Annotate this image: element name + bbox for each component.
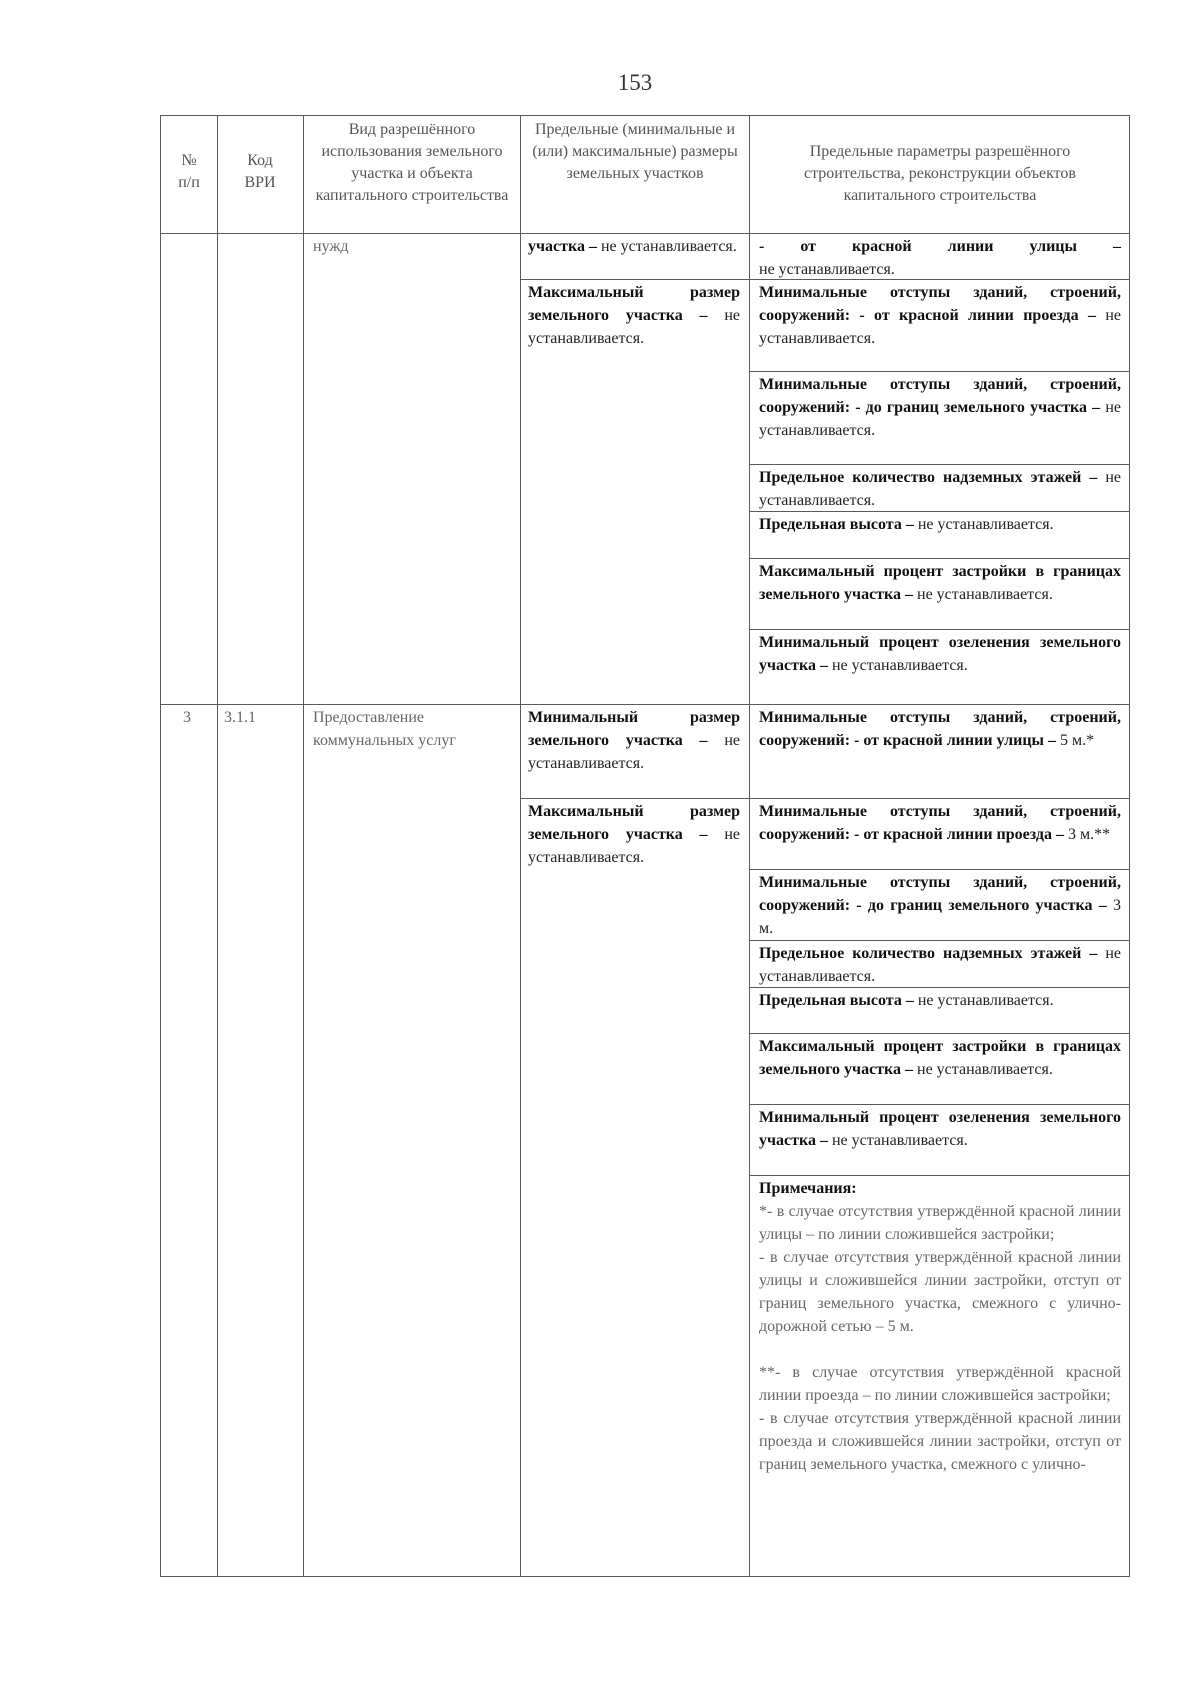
param-cell: Предельное количество надземных этажей – не устанавливается. xyxy=(759,945,1121,985)
size-cell: участка – не устанавливается. xyxy=(528,238,737,255)
table-border xyxy=(749,1033,1130,1034)
param-cell: Минимальные отступы зданий, строений, сооружений: - до границ земельного участка – не устанавливается. xyxy=(759,376,1122,439)
type-cell: нужд xyxy=(313,238,349,255)
param-cell: Предельная высота – не устанавливается. xyxy=(759,516,1054,533)
param-cell: - от красной линии улицы – не устанавливается. xyxy=(759,238,1121,278)
table-border xyxy=(749,629,1130,630)
table-border xyxy=(749,371,1130,372)
table-border xyxy=(1129,115,1130,1577)
page-number: 153 xyxy=(617,70,653,95)
header-size: Предельные (минимальные и (или) максимальные) размеры земельных участков xyxy=(532,121,738,182)
row-code: 3.1.1 xyxy=(224,709,256,726)
header-type: Вид разрешённого использования земельного участка и объекта капитального строительства xyxy=(315,121,509,204)
table-border xyxy=(160,115,161,1577)
notes-title: Примечания: xyxy=(759,1180,857,1197)
header-code: Код ВРИ xyxy=(244,152,276,191)
param-cell: Предельное количество надземных этажей – не устанавливается. xyxy=(759,469,1121,509)
param-cell: Минимальные отступы зданий, строений, сооружений: - от красной линии улицы – 5 м.* xyxy=(759,709,1121,749)
table-border xyxy=(160,115,1130,116)
param-cell: Минимальные отступы зданий, строений, сооружений: - от красной линии проезда – 3 м.** xyxy=(759,803,1121,843)
param-cell: Минимальные отступы зданий, строений, сооружений: - до границ земельного участка – 3 м. xyxy=(759,874,1122,937)
size-cell: Минимальный размер земельного участка – не устанавливается. xyxy=(528,709,741,772)
table-border xyxy=(303,115,304,1577)
row-number: 3 xyxy=(183,709,191,726)
table-border xyxy=(520,798,1130,799)
table-border xyxy=(160,1576,1130,1577)
param-cell: Предельная высота – не устанавливается. xyxy=(759,992,1054,1009)
notes-block xyxy=(759,1177,1121,1476)
type-cell: Предоставление коммунальных услуг xyxy=(313,709,456,749)
table-border xyxy=(520,115,521,1577)
table-border xyxy=(749,1175,1130,1176)
note-paragraph: - в случае отсутствия утверждённой красной линии проезда и сложившейся линии застройки, отступ от границ земельного участка, смежного с улично- xyxy=(759,1410,1121,1473)
table-border xyxy=(217,115,218,1577)
param-cell: Максимальный процент застройки в границах земельного участка – не устанавливается. xyxy=(759,563,1121,603)
size-cell: Максимальный размер земельного участка – не устанавливается. xyxy=(528,284,741,347)
note-paragraph: - в случае отсутствия утверждённой красной линии улицы и сложившейся линии застройки, отступ от границ земельного участка, смежного с улично-дорожной сетью – 5 м. xyxy=(759,1249,1121,1335)
table-border xyxy=(160,233,1130,234)
regulations-table xyxy=(160,115,1130,1577)
note-paragraph: **- в случае отсутствия утверждённой красной линии проезда – по линии сложившейся застройки; xyxy=(759,1364,1121,1404)
note-paragraph: *- в случае отсутствия утверждённой красной линии улицы – по линии сложившейся застройки; xyxy=(759,1203,1121,1243)
header-num: № п/п xyxy=(178,152,200,191)
table-border xyxy=(749,869,1130,870)
param-cell: Максимальный процент застройки в границах земельного участка – не устанавливается. xyxy=(759,1038,1121,1078)
table-border xyxy=(749,1104,1130,1105)
table-border xyxy=(749,558,1130,559)
size-cell: Максимальный размер земельного участка – не устанавливается. xyxy=(528,803,741,866)
table-border xyxy=(749,464,1130,465)
param-cell: Минимальные отступы зданий, строений, сооружений: - от красной линии проезда – не устанавливается. xyxy=(759,284,1122,347)
table-border xyxy=(749,940,1130,941)
param-cell: Минимальный процент озеленения земельного участка – не устанавливается. xyxy=(759,634,1121,674)
header-params: Предельные параметры разрешённого строительства, реконструкции объектов капитального строительства xyxy=(804,143,1076,204)
table-border xyxy=(160,704,1130,705)
param-cell: Минимальный процент озеленения земельного участка – не устанавливается. xyxy=(759,1109,1121,1149)
table-border xyxy=(749,115,750,1577)
